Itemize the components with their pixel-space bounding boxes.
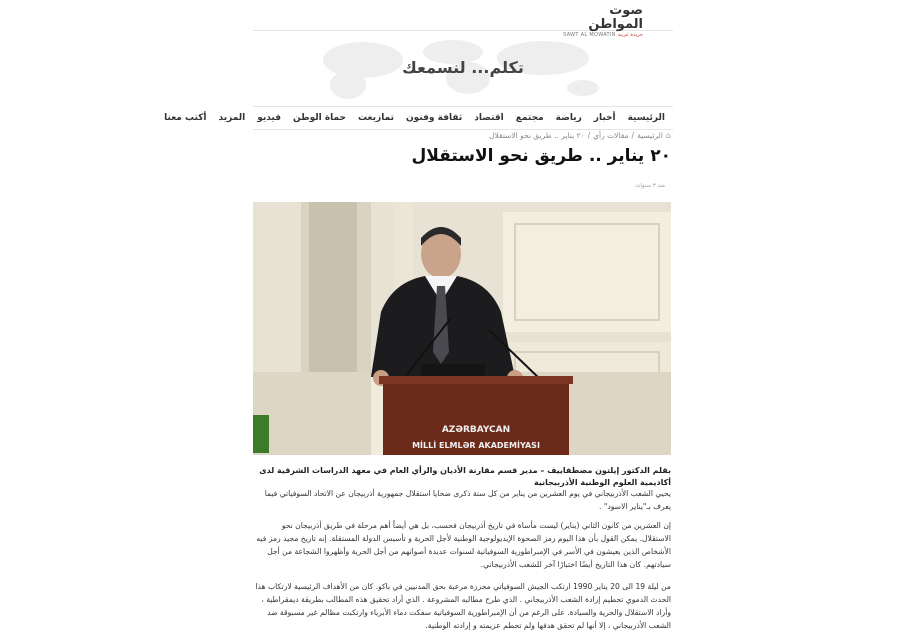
home-icon[interactable]: ⌂ (665, 131, 671, 140)
nav-item-news[interactable]: أخبار (593, 113, 616, 123)
main-navigation (164, 106, 673, 130)
nav-item-home[interactable]: الرئيسية (627, 113, 665, 123)
nav-item-sports[interactable]: رياضة (555, 113, 582, 123)
site-logo[interactable] (558, 3, 643, 38)
article-paragraph: إن العشرين من كانون الثاني (يناير) ليست مأساة في تاريخ أذربيجان فحسب، بل هي أيضاً أهم مرحلة في طريق أذربيجان نحو الاستقلال. يمكن القول بأن هذا اليوم رمز الصحوة الإيديولوجية الوطنية لأجل الحرية و تأسيس الدولة المستقلة. إنه تاريخ مجيد رمز فيه الأشخاص الذين يعيشون في الأسر في الإمبراطورية السوفياتية لسنوات عديدة أصواتهم من أجل الحرية وأظهروا الشجاعة من أجل سيادتهم. كان هذا التاريخ أيضًا اختبارًا آخر للشعب الأذربيجاني. (256, 521, 671, 569)
nav-item-more[interactable]: المزيد (218, 113, 246, 123)
logo-sub-right: جريدة عربية (617, 32, 643, 38)
breadcrumb-separator: / (631, 131, 635, 140)
breadcrumb (489, 131, 671, 140)
logo-sub-left: SAWT AL MOWATIN (563, 32, 616, 38)
article-photo (253, 202, 671, 455)
nav-item-video[interactable]: فيديو (257, 113, 281, 123)
article-byline: بقلم الدكتور إيلتون مصطفاييف – مدير قسم مقارنة الأديان والرأي العام في معهد الدراسات الشرقية لدى أكاديمية العلوم الوطنية الأذربيجانية (259, 466, 671, 487)
breadcrumb-home[interactable]: الرئيسية (637, 131, 663, 140)
logo-text: صوت المواطن (588, 3, 643, 32)
podium-sign-line2: MİLLİ ELMLƏR AKADEMİYASI (412, 441, 540, 450)
nav-item-homeland[interactable]: حماة الوطن (293, 113, 347, 123)
top-bar (253, 0, 673, 38)
breadcrumb-current: ٢٠ يناير .. طريق نحو الاستقلال (489, 131, 585, 140)
header-banner (253, 30, 673, 106)
site-slogan: تكلم... لنسمعك (402, 58, 524, 77)
nav-item-culture[interactable]: ثقافة وفنون (406, 113, 463, 123)
breadcrumb-separator: / (587, 131, 591, 140)
nav-item-society[interactable]: مجتمع (515, 113, 544, 123)
article-paragraph: يحيي الشعب الأذربيجاني في يوم العشرين من يناير من كل سنة ذكرى ضحايا استقلال جمهورية أذربيجان عن الاتحاد السوفياتي فيما يعرف بـ"يناير الاسود" . (264, 489, 671, 511)
article-title: ٢٠ يناير .. طريق نحو الاستقلال (411, 146, 671, 166)
podium-sign-line1: AZƏRBAYCAN (441, 425, 511, 435)
article-date: منذ ٣ سنوات (635, 183, 665, 189)
nav-item-tamazight[interactable]: تمازيغت (358, 113, 394, 123)
page-wrapper (164, 0, 673, 630)
breadcrumb-section[interactable]: مقالات رأي (593, 131, 629, 140)
speaker-photo (253, 202, 671, 455)
article-paragraph: من ليلة 19 الى 20 يناير 1990 ارتكب الجيش السوفياتي مجزرة مرعبة بحق المدنيين في باكو. كان من الأهداف الرئيسية لارتكاب هذا الحدث الدموي تحطيم إرادة الشعب الأذربيجاني . الذي طرح مطالبه المشروعة . الذي أراد تحقيق هذه المطالب بطريقة ديمقراطية ، وأراد الاستقلال والحرية والسيادة. على الرغم من أن الإمبراطورية السوفياتية سفكت دماء الأبرياء وارتكبت مظالم غير مسبوقة ضد الشعب الأذربيجاني ، إلا أنها لم تحقق هدفها ولم تحطم عزيمته و إرادته الوطنية. (255, 582, 671, 630)
nav-item-write-with-us[interactable]: أكتب معنا (164, 113, 207, 123)
nav-item-economy[interactable]: اقتصاد (474, 113, 504, 123)
